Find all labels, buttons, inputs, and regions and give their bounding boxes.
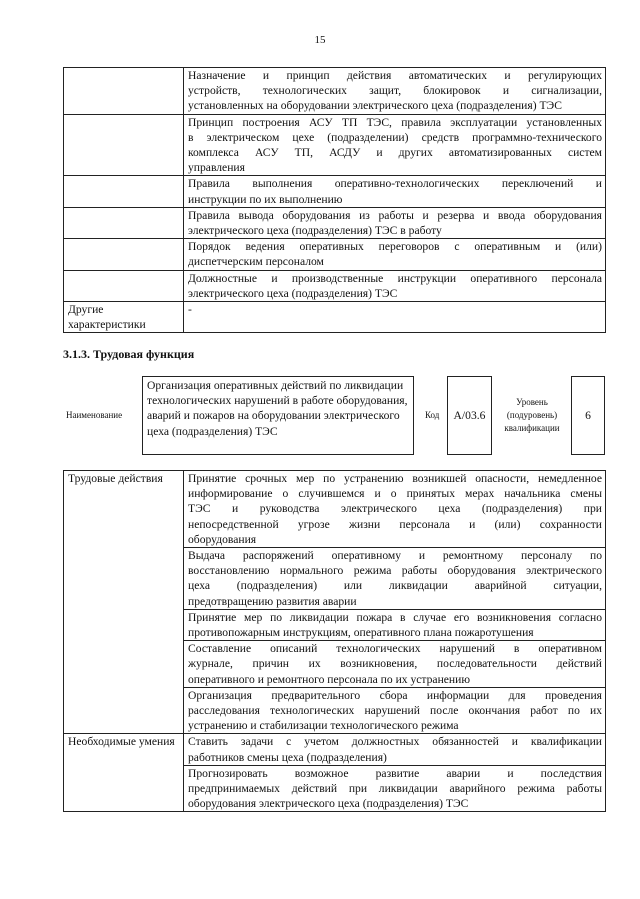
text-line: оборудования: [188, 532, 257, 546]
text-line: -: [188, 303, 192, 317]
qualification-level-value: 6: [571, 376, 605, 455]
labor-action-item: [184, 548, 606, 610]
code-label: Код: [425, 410, 440, 420]
text-line: инструкции по их выполнению: [188, 192, 343, 206]
table-row: [64, 734, 606, 765]
text-line: диспетчерским персоналом: [188, 255, 324, 269]
row-label-cell: [64, 239, 184, 270]
labor-action-item: [184, 687, 606, 734]
text-line: установленных на оборудовании электрического цеха (подразделения) ТЭС: [188, 99, 562, 113]
table-row: [64, 302, 606, 333]
text-line: Правила вывода оборудования из работы и резерва и ввода оборудования: [188, 208, 602, 222]
table-row: [64, 270, 606, 301]
other-characteristics-label: Другие характеристики: [64, 302, 184, 333]
table-row: [64, 114, 606, 176]
text-line: цеха (подразделения) или ликвидации аварийной ситуации,: [188, 579, 602, 593]
text-line: восстановлению нормального режима работы оборудования электрического: [188, 564, 602, 578]
text-line: Назначение и принцип действия автоматических и регулирующих: [188, 69, 602, 82]
required-skills-label: Необходимые умения: [64, 734, 184, 812]
text-line: Прогнозировать возможное развитие аварии и последствия: [188, 766, 602, 780]
table-row: [64, 176, 606, 207]
skill-item: [184, 734, 606, 765]
text-line: Порядок ведения оперативных переговоров с оперативным и (или): [188, 240, 602, 254]
text-line: управления: [188, 161, 245, 175]
page-number: 15: [314, 34, 326, 46]
labor-action-item: [184, 641, 606, 688]
text-line: расследования технологических нарушений после окончания работ по их: [188, 704, 602, 718]
text-line: Организация предварительного сбора информации для проведения: [188, 688, 602, 702]
row-label-cell: [64, 176, 184, 207]
text-line: в электрическом цехе (подразделении) средств программно-технического: [188, 130, 602, 144]
table-row: [64, 471, 606, 548]
knowledge-item: [184, 207, 606, 238]
code-value: А/03.6: [447, 376, 492, 455]
qualification-level-label: Уровень (подуровень) квалификации: [504, 397, 560, 433]
text-line: непосредственной угрозе жизни персонала и (или) сохранности: [188, 517, 602, 531]
text-line: комплекса АСУ ТП, АСДУ и других автоматизированных систем: [188, 146, 602, 160]
row-label-cell: [64, 270, 184, 301]
row-label-cell: [64, 114, 184, 176]
text-line: Принятие срочных мер по устранению возникшей опасности, немедленное: [188, 472, 602, 485]
labor-actions-label: Трудовые действия: [64, 471, 184, 734]
text-line: Должностные и производственные инструкции оперативного персонала: [188, 271, 602, 285]
table-row: [64, 239, 606, 270]
section-title: 3.1.3. Трудовая функция: [63, 347, 195, 361]
labor-action-item: [184, 471, 606, 548]
function-name-box: Организация оперативных действий по ликвидации технологических нарушений в работе оборудования, аварий и пожаров на оборудовании электрического цеха (подразделения) ТЭС: [142, 376, 414, 455]
knowledge-item: [184, 68, 606, 115]
other-characteristics-value: [184, 302, 606, 333]
knowledge-item: [184, 270, 606, 301]
table-row: [64, 68, 606, 115]
text-line: журнале, причин их возникновения, последовательности действий: [188, 657, 602, 671]
text-line: устранению и стабилизации технологического режима: [188, 719, 459, 733]
text-line: Составление описаний технологических нарушений в оперативном: [188, 642, 602, 656]
text-line: оперативного и ремонтного персонала по их устранению: [188, 672, 470, 686]
text-line: предпринимаемых действий при ликвидации аварийного режима работы: [188, 782, 602, 796]
text-line: Принятие мер по ликвидации пожара в случае его возникновения согласно: [188, 610, 602, 624]
skill-item: [184, 765, 606, 812]
text-line: электрического цеха (подразделения) ТЭС: [188, 286, 398, 300]
text-line: работников смены цеха (подразделения): [188, 750, 387, 764]
row-label-cell: [64, 68, 184, 115]
knowledge-table: [63, 67, 606, 333]
labor-action-item: [184, 609, 606, 640]
text-line: предотвращению развития аварии: [188, 594, 357, 608]
knowledge-item: [184, 114, 606, 176]
table-row: [64, 207, 606, 238]
text-line: ТЭС и руководства электрического цеха (подразделения) при: [188, 502, 602, 516]
knowledge-item: [184, 176, 606, 207]
text-line: противопожарным инструкциям, оперативного плана пожаротушения: [188, 626, 534, 640]
text-line: оборудования электрического цеха (подразделения) ТЭС: [188, 797, 469, 811]
text-line: Принцип построения АСУ ТП ТЭС, правила эксплуатации установленных: [188, 115, 602, 129]
knowledge-item: [184, 239, 606, 270]
text-line: Ставить задачи с учетом должностных обязанностей и квалификации: [188, 735, 602, 749]
text-line: Выдача распоряжений оперативному и ремонтному персоналу по: [188, 549, 602, 563]
text-line: устройств, технологических защит, блокировок и сигнализации,: [188, 84, 602, 98]
text-line: Правила выполнения оперативно-технологических переключений и: [188, 177, 602, 191]
text-line: информирование о случившемся и о принятых мерах начальника смены: [188, 487, 602, 501]
labor-function-table: [63, 470, 606, 812]
text-line: электрического цеха (подразделения) ТЭС в работу: [188, 224, 442, 238]
name-label: Наименование: [66, 410, 123, 420]
row-label-cell: [64, 207, 184, 238]
